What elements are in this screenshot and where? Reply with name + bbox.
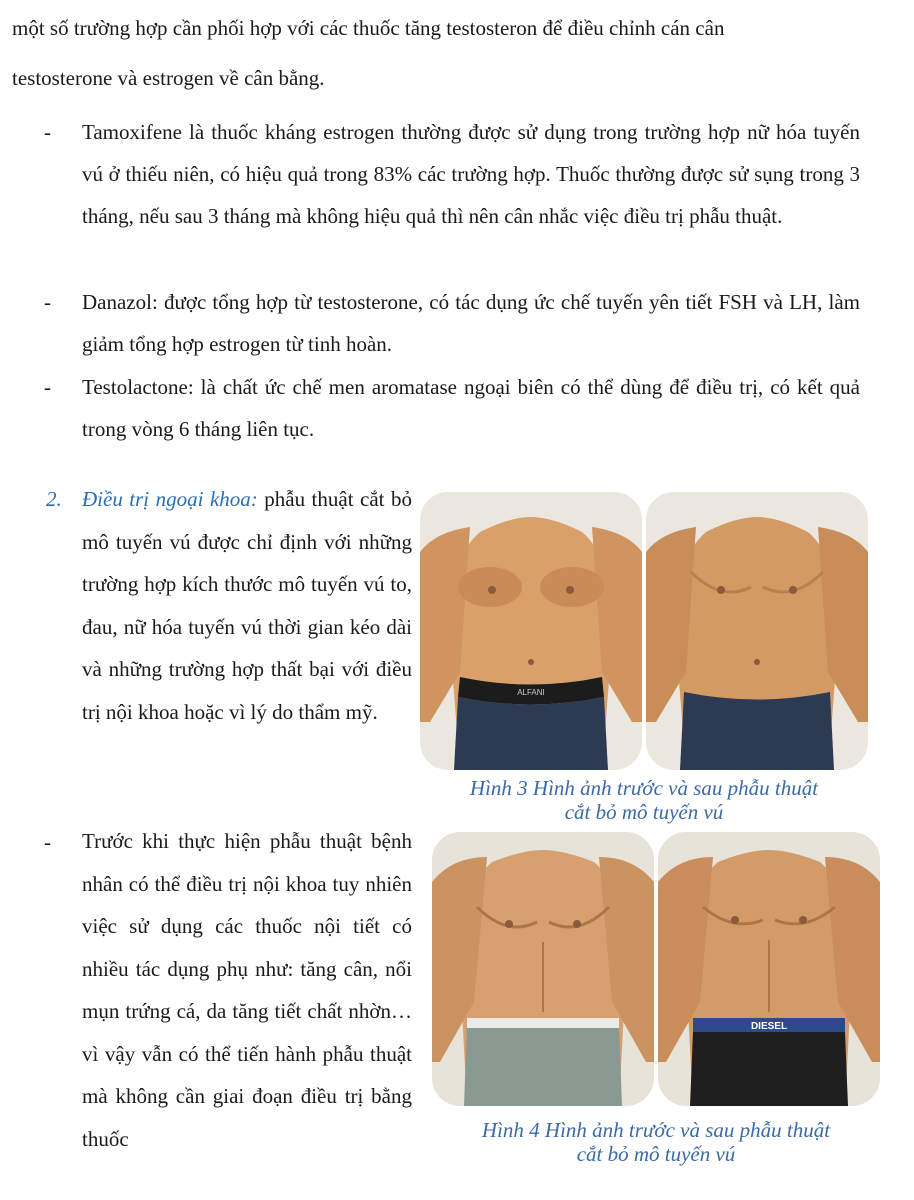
section2-paragraph: [82, 478, 412, 733]
section2-text: phẫu thuật cắt bỏ mô tuyến vú được chỉ định với những trường hợp kích thước mô tuyến vú to, đau, nữ hóa tuyến vú thời gian kéo dài và những trường hợp thất bại với điều trị nội khoa hoặc vì lý do thẩm mỹ.: [82, 487, 412, 724]
bullet-tamoxifene: Tamoxifene là thuốc kháng estrogen thường được sử dụng trong trường hợp nữ hóa tuyến vú ở thiếu niên, có hiệu quả trong 83% các trường hợp. Thuốc thường được sử sụng trong 3 tháng, nếu sau 3 tháng mà không hiệu quả thì nên cân nhắc việc điều trị phẫu thuật.: [82, 120, 860, 228]
bullet-before-surgery: Trước khi thực hiện phẫu thuật bệnh nhân có thể điều trị nội khoa tuy nhiên việc sử dụng các thuốc nội tiết có nhiều tác dụng phụ như: tăng cân, nổi mụn trứng cá, da tăng tiết chất nhờn… vì vậy vẫn có thể tiến hành phẫu thuật mà không cần giai đoạn điều trị bằng thuốc: [82, 829, 412, 1151]
intro-line-1: một số trường hợp cần phối hợp với các thuốc tăng testosteron để điều chỉnh cán cân: [12, 16, 725, 40]
bullet-dash: -: [44, 830, 51, 854]
bullet-dash: -: [44, 120, 51, 144]
figure4-caption-line2: cắt bỏ mô tuyến vú: [576, 1142, 736, 1166]
figure3-caption-line2: cắt bỏ mô tuyến vú: [564, 800, 724, 824]
figure4-caption: [432, 1118, 880, 1166]
section2-title: Điều trị ngoại khoa:: [82, 487, 258, 511]
bullet-danazol: Danazol: được tổng hợp từ testosterone, có tác dụng ức chế tuyến yên tiết FSH và LH, làm giảm tổng hợp estrogen từ tinh hoàn.: [82, 290, 860, 356]
bullet-testolactone: Testolactone: là chất ức chế men aromatase ngoại biên có thể dùng để điều trị, có kết quả trong vòng 6 tháng liên tục.: [82, 375, 860, 441]
bullet-dash: -: [44, 290, 51, 314]
figure4-before-photo: [432, 832, 654, 1106]
intro-line-2: testosterone và estrogen về cân bằng.: [12, 66, 325, 90]
figure3-caption: [420, 776, 868, 824]
waistband-text: DIESEL: [750, 1021, 788, 1032]
figure4-caption-line1: Hình 4 Hình ảnh trước và sau phẫu thuật: [481, 1118, 831, 1142]
figure3-after-photo: [646, 492, 868, 770]
waistband-text: ALFANI: [517, 688, 545, 697]
bullet-dash: -: [44, 375, 51, 399]
section2-number: 2.: [46, 487, 62, 511]
figure3-before-photo: [420, 492, 642, 770]
figure3-caption-line1: Hình 3 Hình ảnh trước và sau phẫu thuật: [469, 776, 819, 800]
figure4-after-photo: [658, 832, 880, 1106]
